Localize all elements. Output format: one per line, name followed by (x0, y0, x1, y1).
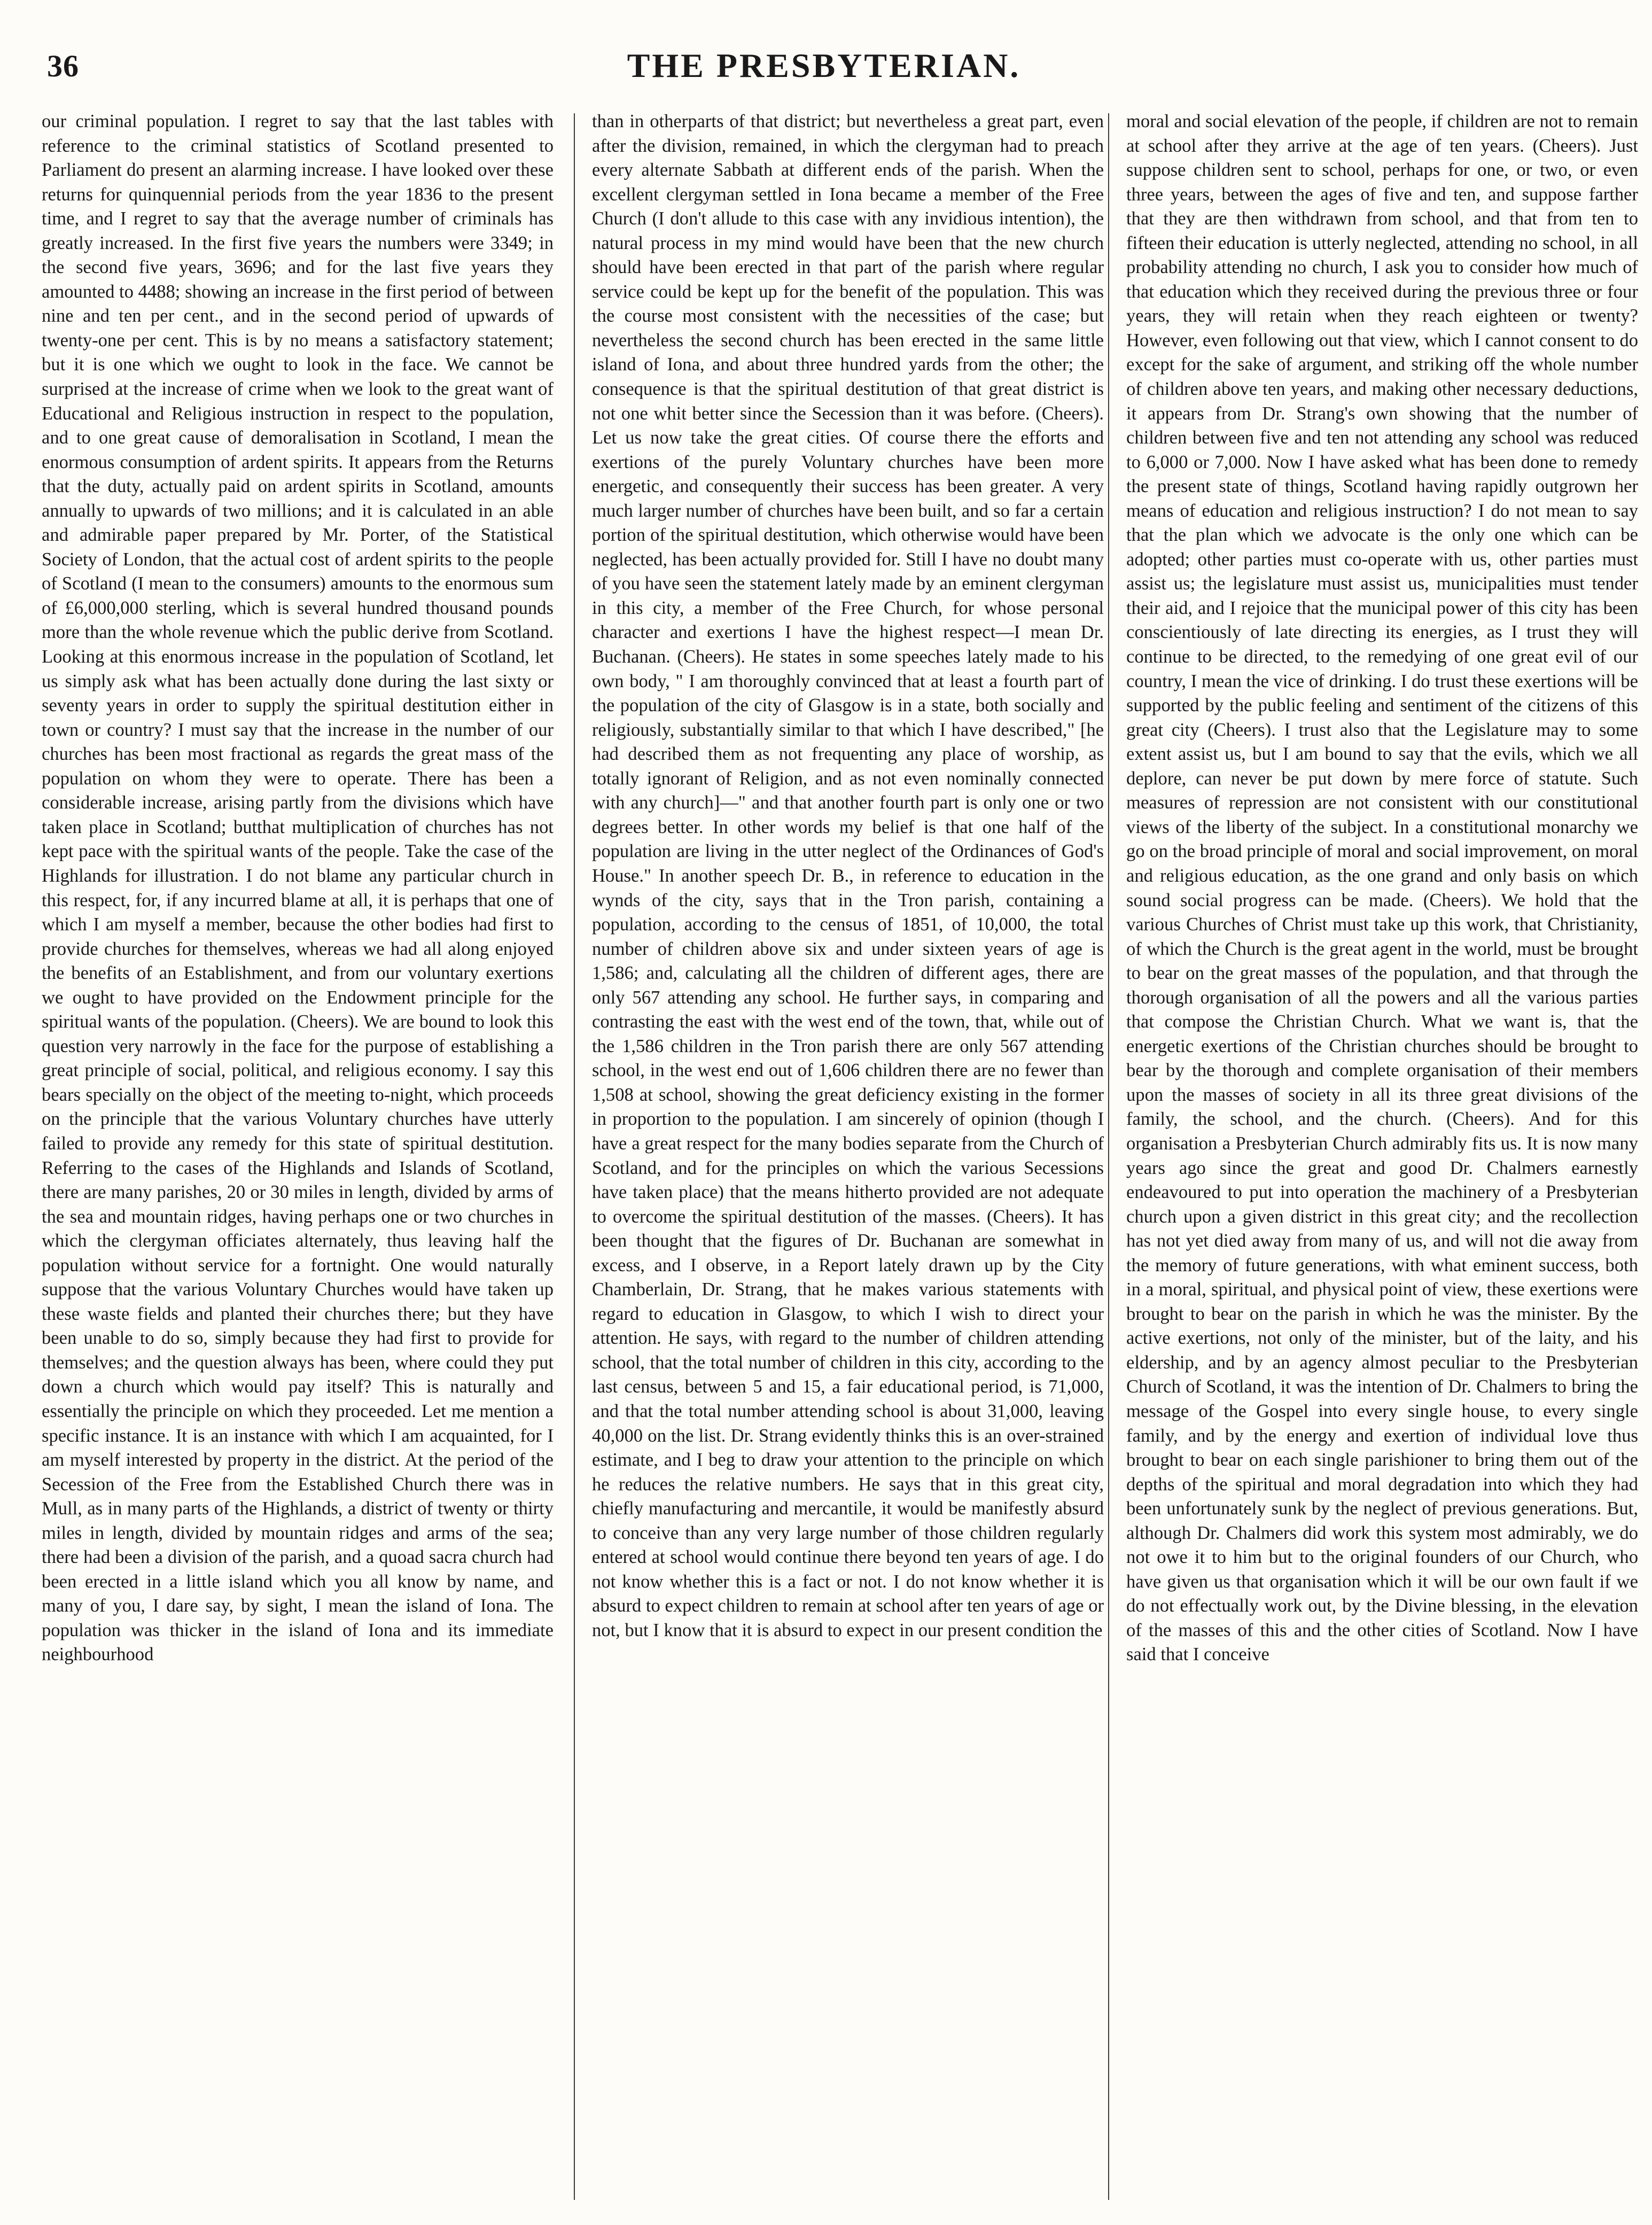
column-text: than in otherparts of that district; but nevertheless a great part, even after the division, remained, in which the clergyman had to preach every alternate Sabbath at different ends of the parish. When the excellent clergyman settled in Iona became a member of the Free Church (I don't allude to this case with any invidious intention), the natural process in my mind would have been that the new church should have been erected in that part of the parish where regular service could be kept up for the benefit of the population. This was the course most consistent with the necessities of the case; but nevertheless the second church has been erected in the same little island of Iona, and about three hundred yards from the other; the consequence is that the spiritual destitution of that great district is not one whit better since the Secession than it was before. (Cheers). Let us now take the great cities. Of course there the efforts and exertions of the purely Voluntary churches have been more energetic, and consequently their success has been greater. A very much larger number of churches have been built, and so far a certain portion of the spiritual destitution, which otherwise would have been neglected, has been actually provided for. Still I have no doubt many of you have seen the statement lately made by an eminent clergyman in this city, a member of the Free Church, for whose personal character and exertions I have the highest respect—I mean Dr. Buchanan. (Cheers). He states in some speeches lately made to his own body, " I am thoroughly convinced that at least a fourth part of the population of the city of Glasgow is in a state, both socially and religiously, substantially similar to that which I have described," [he had described them as not frequenting any place of worship, as totally ignorant of Religion, and as not even nominally connected with any church]—" and that another fourth part is only one or two degrees better. In other words my belief is that one half of the population are living in the utter neglect of the Ordinances of God's House." In another speech Dr. B., in reference to education in the wynds of the city, says that in the Tron parish, containing a population, according to the census of 1851, of 10,000, the total number of children above six and under sixteen years of age is 1,586; and, calculating all the children of different ages, there are only 567 attending any school. He further says, in comparing and contrasting the east with the west end of the town, that, while out of the 1,586 children in the Tron parish there are only 567 attending school, in the west end out of 1,606 children there are no fewer than 1,508 at school, showing the great deficiency existing in the former in proportion to the population. I am sincerely of opinion (though I have a great respect for the many bodies separate from the Church of Scotland, and for the principles on which the various Secessions have taken place) that the means hitherto provided are not adequate to overcome the spiritual destitution of the masses. (Cheers). It has been thought that the figures of Dr. Buchanan are somewhat in excess, and I observe, in a Report lately drawn up by the City Chamberlain, Dr. Strang, that he makes various statements with regard to education in Glasgow, to which I wish to direct your attention. He says, with regard to the number of children attending school, that the total number of children in this city, according to the last census, between 5 and 15, a fair educational period, is 71,000, and that the total number attending school is about 31,000, leaving 40,000 on the list. Dr. Strang evidently thinks this is an over-strained estimate, and I beg to draw your attention to the principle on which he reduces the relative numbers. He says that in this great city, chiefly manufacturing and mercantile, it would be manifestly absurd to conceive than any very large number of those children regularly entered at school would continue there beyond ten years of age. I do not know whether this is a fact or not. I do not know whether it is absurd to expect children to remain at school after ten years of age or not, but I know that it is absurd to expect in our present condition the (592, 111, 1104, 1640)
column-text: our criminal population. I regret to say that the last tables with reference to the criminal statistics of Scotland presented to Parliament do present an alarming increase. I have looked over these returns for quinquennial periods from the year 1836 to the present time, and I regret to say that the average number of criminals has greatly increased. In the first five years the numbers were 3349; in the second five years, 3696; and for the last five years they amounted to 4488; showing an increase in the first period of between nine and ten per cent., and in the second period of upwards of twenty-one per cent. This is by no means a satisfactory statement; but it is one which we ought to look in the face. We cannot be surprised at the increase of crime when we look to the great want of Educational and Religious instruction in respect to the population, and to one great cause of demoralisation in Scotland, I mean the enormous consumption of ardent spirits. It appears from the Returns that the duty, actually paid on ardent spirits in Scotland, amounts annually to upwards of two millions; and it is calculated in an able and admirable paper prepared by Mr. Porter, of the Statistical Society of London, that the actual cost of ardent spirits to the people of Scotland (I mean to the consumers) amounts to the enormous sum of £6,000,000 sterling, which is several hundred thousand pounds more than the whole revenue which the public derive from Scotland. Looking at this enormous increase in the population of Scotland, let us simply ask what has been actually done during the last sixty or seventy years in order to supply the spiritual destitution either in town or country? I must say that the increase in the number of our churches has been most fractional as regards the great mass of the population on whom they were to operate. There has been a considerable increase, arising partly from the divisions which have taken place in Scotland; butthat multiplication of churches has not kept pace with the spiritual wants of the people. Take the case of the Highlands for illustration. I do not blame any particular church in this respect, for, if any incurred blame at all, it is perhaps that one of which I am myself a member, because the other bodies had first to provide churches for themselves, whereas we had all along enjoyed the benefits of an Establishment, and from our voluntary exertions we ought to have provided on the Endowment principle for the spiritual wants of the population. (Cheers). We are bound to look this question very narrowly in the face for the purpose of establishing a great principle of social, political, and religious economy. I say this bears specially on the object of the meeting to-night, which proceeds on the principle that the various Voluntary churches have utterly failed to provide any remedy for this state of spiritual destitution. Referring to the cases of the Highlands and Islands of Scotland, there are many parishes, 20 or 30 miles in length, divided by arms of the sea and mountain ridges, having perhaps one or two churches in which the clergyman officiates alternately, thus leaving half the population without service for a fortnight. One would naturally suppose that the various Voluntary Churches would have taken up these waste fields and planted their churches there; but they have been unable to do so, simply because they had first to provide for themselves; and the question always has been, where could they put down a church which would pay itself? This is naturally and essentially the principle on which they proceeded. Let me mention a specific instance. It is an instance with which I am acquainted, for I am myself interested by property in the district. At the period of the Secession of the Free from the Established Church there was in Mull, as in many parts of the Highlands, a district of twenty or thirty miles in length, divided by mountain ridges and arms of the sea; there had been a division of the parish, and a quoad sacra church had been erected in a little island which you all know by name, and many of you, I dare say, by sight, I mean the island of Iona. The population was thicker in the island of Iona and its immediate neighbourhood (42, 111, 554, 1665)
text-column-3 (1126, 110, 1638, 2204)
page-number: 36 (47, 49, 79, 83)
text-column-2 (592, 110, 1104, 2204)
running-title: THE PRESBYTERIAN. (627, 46, 1021, 84)
text-column-1 (42, 110, 554, 2204)
column-text: moral and social elevation of the people, if children are not to remain at school after they arrive at the age of ten years. (Cheers). Just suppose children sent to school, perhaps for one, or two, or even three years, between the ages of five and ten, and suppose farther that they are then withdrawn from school, and that from ten to fifteen their education is utterly neglected, attending no school, in all probability attending no church, I ask you to consider how much of that education which they received during the previous three or four years, they will retain when they reach eighteen or twenty? However, even following out that view, which I cannot consent to do except for the sake of argument, and striking off the whole number of children above ten years, and making other necessary deductions, it appears from Dr. Strang's own showing that the number of children between five and ten not attending any school was reduced to 6,000 or 7,000. Now I have asked what has been done to remedy the present state of things, Scotland having rapidly outgrown her means of education and religious instruction? I do not mean to say that the plan which we advocate is the only one which can be adopted; other parties must co-operate with us, other parties must assist us; the legislature must assist us, municipalities must tender their aid, and I rejoice that the municipal power of this city has been conscientiously of late directing its energies, as I trust they will continue to be directed, to the remedying of one great evil of our country, I mean the vice of drinking. I do trust these exertions will be supported by the public feeling and sentiment of the citizens of this great city (Cheers). I trust also that the Legislature may to some extent assist us, but I am bound to say that the evils, which we all deplore, can never be put down by mere force of statute. Such measures of repression are not consistent with our constitutional views of the liberty of the subject. In a constitutional monarchy we go on the broad principle of moral and social improvement, on moral and religious education, as the one grand and only basis on which sound social progress can be made. (Cheers). We hold that the various Churches of Christ must take up this work, that Christianity, of which the Church is the great agent in the world, must be brought to bear on the great masses of the population, and that through the thorough organisation of all the powers and all the various parties that compose the Christian Church. What we want is, that the energetic exertions of the Christian churches should be brought to bear by the thorough and complete organisation of their members upon the masses of society in all its three great divisions of the family, the school, and the church. (Cheers). And for this organisation a Presbyterian Church admirably fits us. It is now many years ago since the great and good Dr. Chalmers earnestly endeavoured to put into operation the machinery of a Presbyterian church upon a given district in this great city; and the recollection has not yet died away from many of us, and will not die away from the memory of future generations, with what eminent success, both in a moral, spiritual, and physical point of view, these exertions were brought to bear on the parish in which he was the minister. By the active exertions, not only of the minister, but of the laity, and his eldership, and by an agency almost peculiar to the Presbyterian Church of Scotland, it was the intention of Dr. Chalmers to bring the message of the Gospel into every single house, to every single family, and by the energy and exertion of individual love thus brought to bear on each single parishioner to bring them out of the depths of the spiritual and moral degradation into which they had been unfortunately sunk by the neglect of previous generations. But, although Dr. Chalmers did work this system most admirably, we do not owe it to him but to the original founders of our Church, who have given us that organisation which it will be our own fault if we do not effectually work out, by the Divine blessing, in the elevation of the masses of this and the other cities of Scotland. Now I have said that I conceive (1126, 111, 1638, 1665)
article-body (42, 110, 1638, 2204)
page-header (47, 46, 1601, 89)
